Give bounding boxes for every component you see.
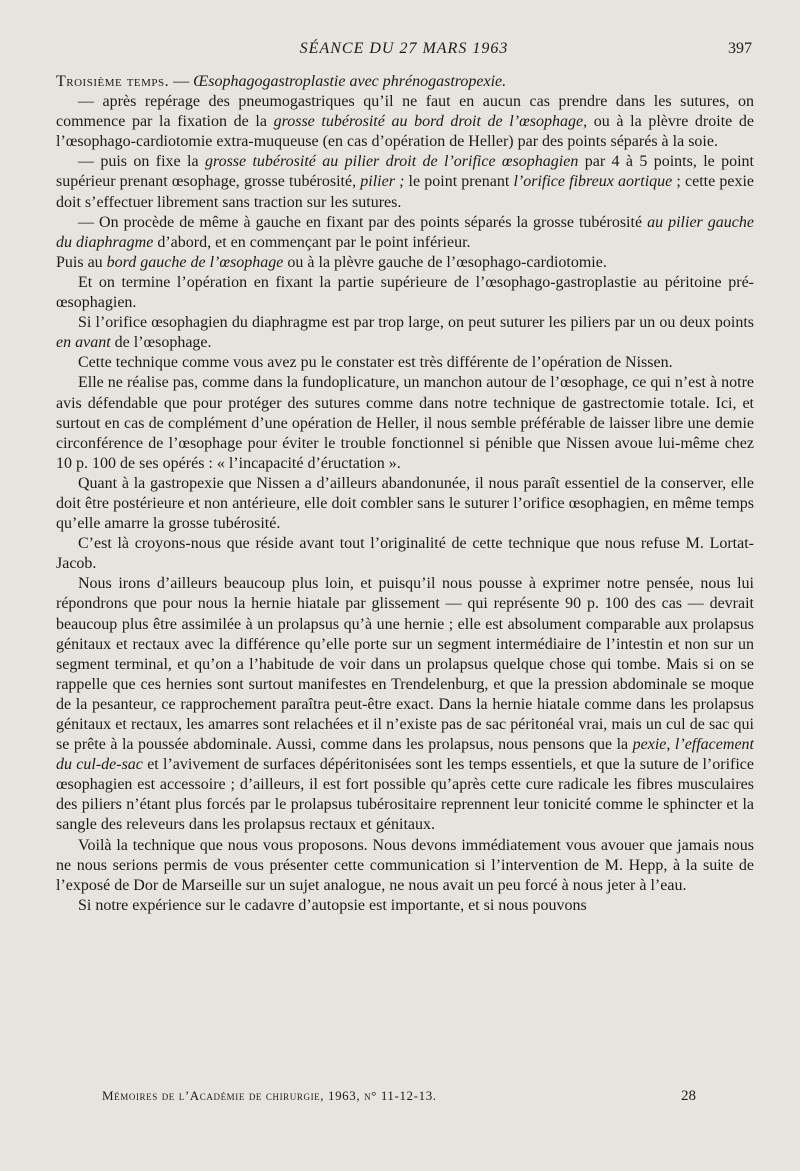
text-run: Elle ne réalise pas, comme dans la fundoplicature, un manchon autour de l’œsophage, ce qui n’est à notre avis défendable que pour protéger des sutures comme dans notre technique de gastrectomie totale. Ici, et surtout en cas de complément d’une opération de Heller, il nous semble préférable de laisser libre une demie circonférence de l’œsophage pour éviter le trouble fonctionnel si pénible que Nissen avoue lui-même chez 10 p. 100 de ses opérés : « l’incapacité d’éructation ». bbox=[56, 374, 754, 472]
text-run: C’est là croyons-nous que réside avant tout l’originalité de cette technique que nous refuse M. Lortat-Jacob. bbox=[56, 535, 754, 573]
paragraph bbox=[56, 72, 754, 92]
text-run: ; cette pexie doit s’effectuer librement sans traction sur les sutures. bbox=[56, 173, 755, 211]
paragraph bbox=[56, 152, 754, 212]
text-run: Si l’orifice œsophagien du diaphragme est par trop large, on peut suturer les piliers par un ou deux points bbox=[78, 314, 754, 332]
text-run: ou à la plèvre droite de l’œsophago-cardiotomie extra-muqueuse (en cas d’opération de Heller) par des points séparés à la soie. bbox=[56, 113, 755, 151]
paragraph bbox=[56, 253, 754, 273]
text-run: — après repérage des pneumogastriques qu’il ne faut en aucun cas prendre dans les sutures, on commence par la fixation de la bbox=[56, 93, 754, 131]
italic-run: au pilier gauche du diaphragme bbox=[56, 213, 754, 251]
text-run: Si notre expérience sur le cadavre d’autopsie est importante, et si nous pouvons bbox=[78, 896, 587, 914]
italic-run: bord gauche de l’œsophage bbox=[106, 253, 284, 271]
italic-run: Œsophagogastroplastie avec phrénogastropexie. bbox=[193, 73, 507, 90]
page-number: 397 bbox=[728, 40, 752, 57]
journal-citation: Mémoires de l’Académie de chirurgie, 1963, n° 11-12-13. bbox=[102, 1088, 437, 1103]
text-run: — On procède de même à gauche en fixant par des points séparés la grosse tubérosité bbox=[78, 213, 648, 231]
italic-run: pexie, l’effacement du cul-de-sac bbox=[56, 736, 754, 774]
text-run: et l’avivement de surfaces dépéritonisées sont les temps essentiels, et que la suture de l’orifice œsophagien est accessoire ; d’ailleurs, il est fort possible qu’après cette cure radicale les fibres musculaires des piliers n’étant plus forcés par le prolapsus tubérositaire reprennent leur tonicité comme le sphincter et la sangle des releveurs dans les prolapsus rectaux et génitaux. bbox=[56, 756, 755, 834]
italic-run: en avant bbox=[56, 334, 111, 352]
paragraph bbox=[56, 373, 754, 473]
text-run: de l’œsophage. bbox=[110, 334, 212, 352]
paragraph bbox=[56, 313, 754, 353]
paragraph bbox=[56, 574, 754, 835]
italic-run: grosse tubérosité au bord droit de l’œsophage, bbox=[273, 113, 588, 131]
body-text bbox=[56, 72, 754, 916]
text-run: Puis au bbox=[56, 253, 107, 271]
page-footer bbox=[102, 1088, 696, 1108]
paragraph bbox=[56, 353, 754, 373]
text-run: le point prenant bbox=[404, 173, 514, 191]
paragraph bbox=[56, 534, 754, 574]
signature-number: 28 bbox=[681, 1088, 696, 1104]
paragraph bbox=[56, 836, 754, 896]
running-title: SÉANCE DU 27 MARS 1963 bbox=[299, 40, 509, 57]
italic-run: pilier ; bbox=[360, 173, 405, 191]
text-run: — puis on fixe la bbox=[78, 153, 205, 171]
text-run: Nous irons d’ailleurs beaucoup plus loin, et puisqu’il nous pousse à exprimer notre pensée, nous lui répondrons que pour nous la hernie hiatale par glissement — qui représente 90 p. 100 des cas — devrait beaucoup plus être assimilée à un prolapsus qu’à une hernie ; elle est absolument comparable aux prolapsus génitaux et rectaux avec la différence qu’elle porte sur un segment intermédiaire de l’intestin et non sur un segment terminal, et qu’on a l’habitude de voir dans un prolapsus quelque chose qui tombe. Mais si on se rappelle que ces hernies sont surtout manifestes en Trendelenburg, et que la pression abdominale se moque de la pesanteur, ce rapprochement paraîtra peut-être exact. Dans la hernie hiatale comme dans les prolapsus génitaux et rectaux, les amarres sont relachées et il n’existe pas de sac péritonéal vrai, mais un cul de sac qui se prête à la poussée abdominale. Aussi, comme dans les prolapsus, nous pensons que la bbox=[56, 575, 754, 754]
paragraph bbox=[56, 273, 754, 313]
section-label: Troisième temps. bbox=[56, 73, 170, 90]
text-run: Voilà la technique que nous vous proposons. Nous devons immédiatement vous avouer que jamais nous ne nous serions permis de vous présenter cette communication si l’intervention de M. Hepp, à la suite de l’exposé de Dor de Marseille sur un sujet analogue, ne nous avait un peu forcé à nous jeter à l’eau. bbox=[56, 836, 754, 894]
running-header bbox=[56, 40, 752, 64]
text-run: — bbox=[169, 73, 194, 90]
text-run: Cette technique comme vous avez pu le constater est très différente de l’opération de Nissen. bbox=[78, 354, 673, 372]
text-run: Quant à la gastropexie que Nissen a d’ailleurs abandonunée, il nous paraît essentiel de la conserver, elle doit être postérieure et non antérieure, elle doit combler sans le suturer l’orifice œsophagien, en même temps qu’elle amarre la grosse tubérosité. bbox=[56, 474, 754, 533]
paragraph bbox=[56, 213, 754, 253]
paragraph bbox=[56, 92, 754, 152]
text-run: ou à la plèvre gauche de l’œsophago-cardiotomie. bbox=[283, 253, 607, 271]
italic-run: grosse tubérosité au pilier droit de l’orifice œsophagien bbox=[204, 153, 579, 171]
text-run: par 4 à 5 points, le point supérieur prenant œsophage, grosse tubérosité, bbox=[56, 153, 755, 191]
italic-run: l’orifice fibreux aortique bbox=[513, 173, 673, 191]
paragraph bbox=[56, 896, 754, 916]
paragraph bbox=[56, 474, 754, 534]
text-run: d’abord, et en commençant par le point inférieur. bbox=[153, 233, 471, 251]
text-run: Et on termine l’opération en fixant la partie supérieure de l’œsophago-gastroplastie au péritoine pré-œsophagien. bbox=[56, 273, 754, 312]
